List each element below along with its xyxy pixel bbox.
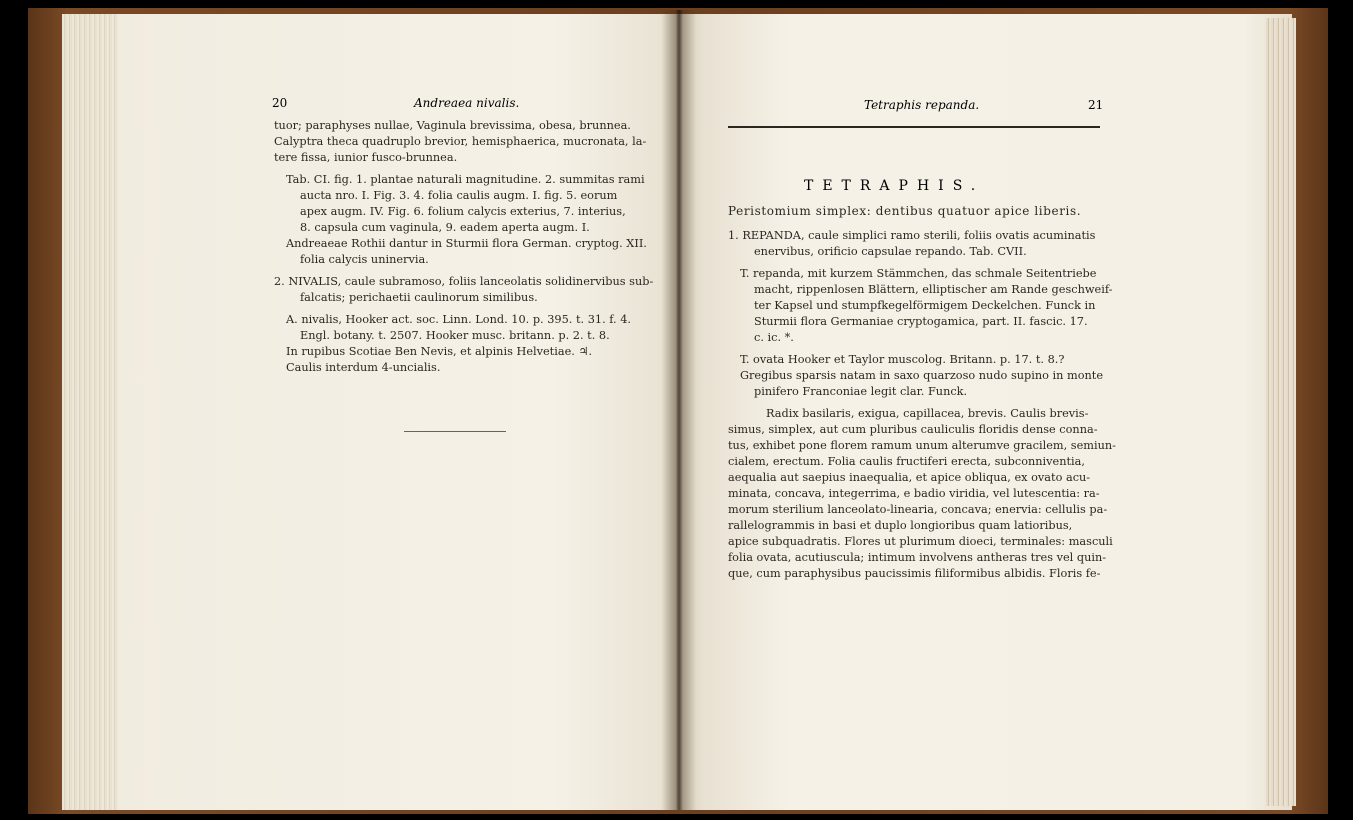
- left-running-head: Andreaea nivalis.: [414, 96, 520, 110]
- text-line: Tab. CI. fig. 1. plantae naturali magnitudine. 2. summitas rami: [286, 173, 645, 186]
- text-line: folia calycis uninervia.: [300, 253, 429, 266]
- text-line: 2. NIVALIS, caule subramoso, foliis lanceolatis solidinervibus sub-: [274, 275, 654, 288]
- text-line: cialem, erectum. Folia caulis fructiferi erecta, subconniventia,: [728, 455, 1085, 468]
- text-line: 1. REPANDA, caule simplici ramo sterili, foliis ovatis acuminatis: [728, 229, 1096, 242]
- text-line: Caulis interdum 4-uncialis.: [286, 361, 441, 374]
- text-line: A. nivalis, Hooker act. soc. Linn. Lond. 10. p. 395. t. 31. f. 4.: [286, 313, 631, 326]
- text-line: T. ovata Hooker et Taylor muscolog. Britann. p. 17. t. 8.?: [740, 353, 1065, 366]
- text-line: Sturmii flora Germaniae cryptogamica, part. II. fascic. 17.: [754, 315, 1088, 328]
- text-line: aequalia aut saepius inaequalia, et apice obliqua, ex ovato acu-: [728, 471, 1091, 484]
- text-line: tus, exhibet pone florem ramum unum alterumve gracilem, semiun-: [728, 439, 1116, 452]
- text-line: simus, simplex, aut cum pluribus cauliculis floridis dense conna-: [728, 423, 1098, 436]
- right-running-head: Tetraphis repanda.: [864, 98, 980, 112]
- text-line: rallelogrammis in basi et duplo longioribus quam latioribus,: [728, 519, 1073, 532]
- book-gutter: [662, 10, 696, 810]
- text-line: morum sterilium lanceolato-linearia, concava; enervia: cellulis pa-: [728, 503, 1108, 516]
- text-line: Gregibus sparsis natam in saxo quarzoso nudo supino in monte: [740, 369, 1104, 382]
- text-line: T. repanda, mit kurzem Stämmchen, das schmale Seitentriebe: [740, 267, 1097, 280]
- text-line: Radix basilaris, exigua, capillacea, brevis. Caulis brevis-: [766, 407, 1089, 420]
- right-page-number: 21: [1088, 98, 1104, 112]
- text-line: folia ovata, acutiuscula; intimum involvens antheras tres vel quin-: [728, 551, 1107, 564]
- text-line: falcatis; perichaetii caulinorum similibus.: [300, 291, 538, 304]
- header-rule: [728, 126, 1100, 128]
- text-line: macht, rippenlosen Blättern, elliptischer am Rande geschweif-: [754, 283, 1113, 296]
- text-line: minata, concava, integerrima, e badio viridia, vel lutescentia: ra-: [728, 487, 1100, 500]
- text-line: c. ic. *.: [754, 331, 794, 344]
- text-line: Engl. botany. t. 2507. Hooker musc. britann. p. 2. t. 8.: [300, 329, 610, 342]
- end-rule: [404, 431, 506, 432]
- text-line: aucta nro. I. Fig. 3. 4. folia caulis augm. I. fig. 5. eorum: [300, 189, 618, 202]
- text-line: pinifero Franconiae legit clar. Funck.: [754, 385, 968, 398]
- text-line: Andreaeae Rothii dantur in Sturmii flora German. cryptog. XII.: [286, 237, 647, 250]
- text-line: apex augm. IV. Fig. 6. folium calycis exterius, 7. interius,: [300, 205, 626, 218]
- text-line: tuor; paraphyses nullae, Vaginula brevissima, obesa, brunnea.: [274, 119, 631, 132]
- left-page-edges: [62, 14, 118, 810]
- right-page-edges: [1266, 18, 1296, 806]
- text-line: tere fissa, iunior fusco-brunnea.: [274, 151, 458, 164]
- text-line: 8. capsula cum vaginula, 9. eadem aperta augm. I.: [300, 221, 590, 234]
- text-line: que, cum paraphysibus paucissimis filiformibus albidis. Floris fe-: [728, 567, 1101, 580]
- text-line: enervibus, orificio capsulae repando. Tab. CVII.: [754, 245, 1027, 258]
- text-line: Calyptra theca quadruplo brevior, hemisphaerica, mucronata, la-: [274, 135, 647, 148]
- genus-title: TETRAPHIS.: [804, 178, 985, 194]
- genus-character: Peristomium simplex: dentibus quatuor apice liberis.: [728, 204, 1082, 218]
- left-page-number: 20: [272, 96, 288, 110]
- text-line: apice subquadratis. Flores ut plurimum dioeci, terminales: masculi: [728, 535, 1113, 548]
- text-line: ter Kapsel und stumpfkegelförmigem Deckelchen. Funck in: [754, 299, 1096, 312]
- text-line: In rupibus Scotiae Ben Nevis, et alpinis Helvetiae. ♃.: [286, 345, 593, 358]
